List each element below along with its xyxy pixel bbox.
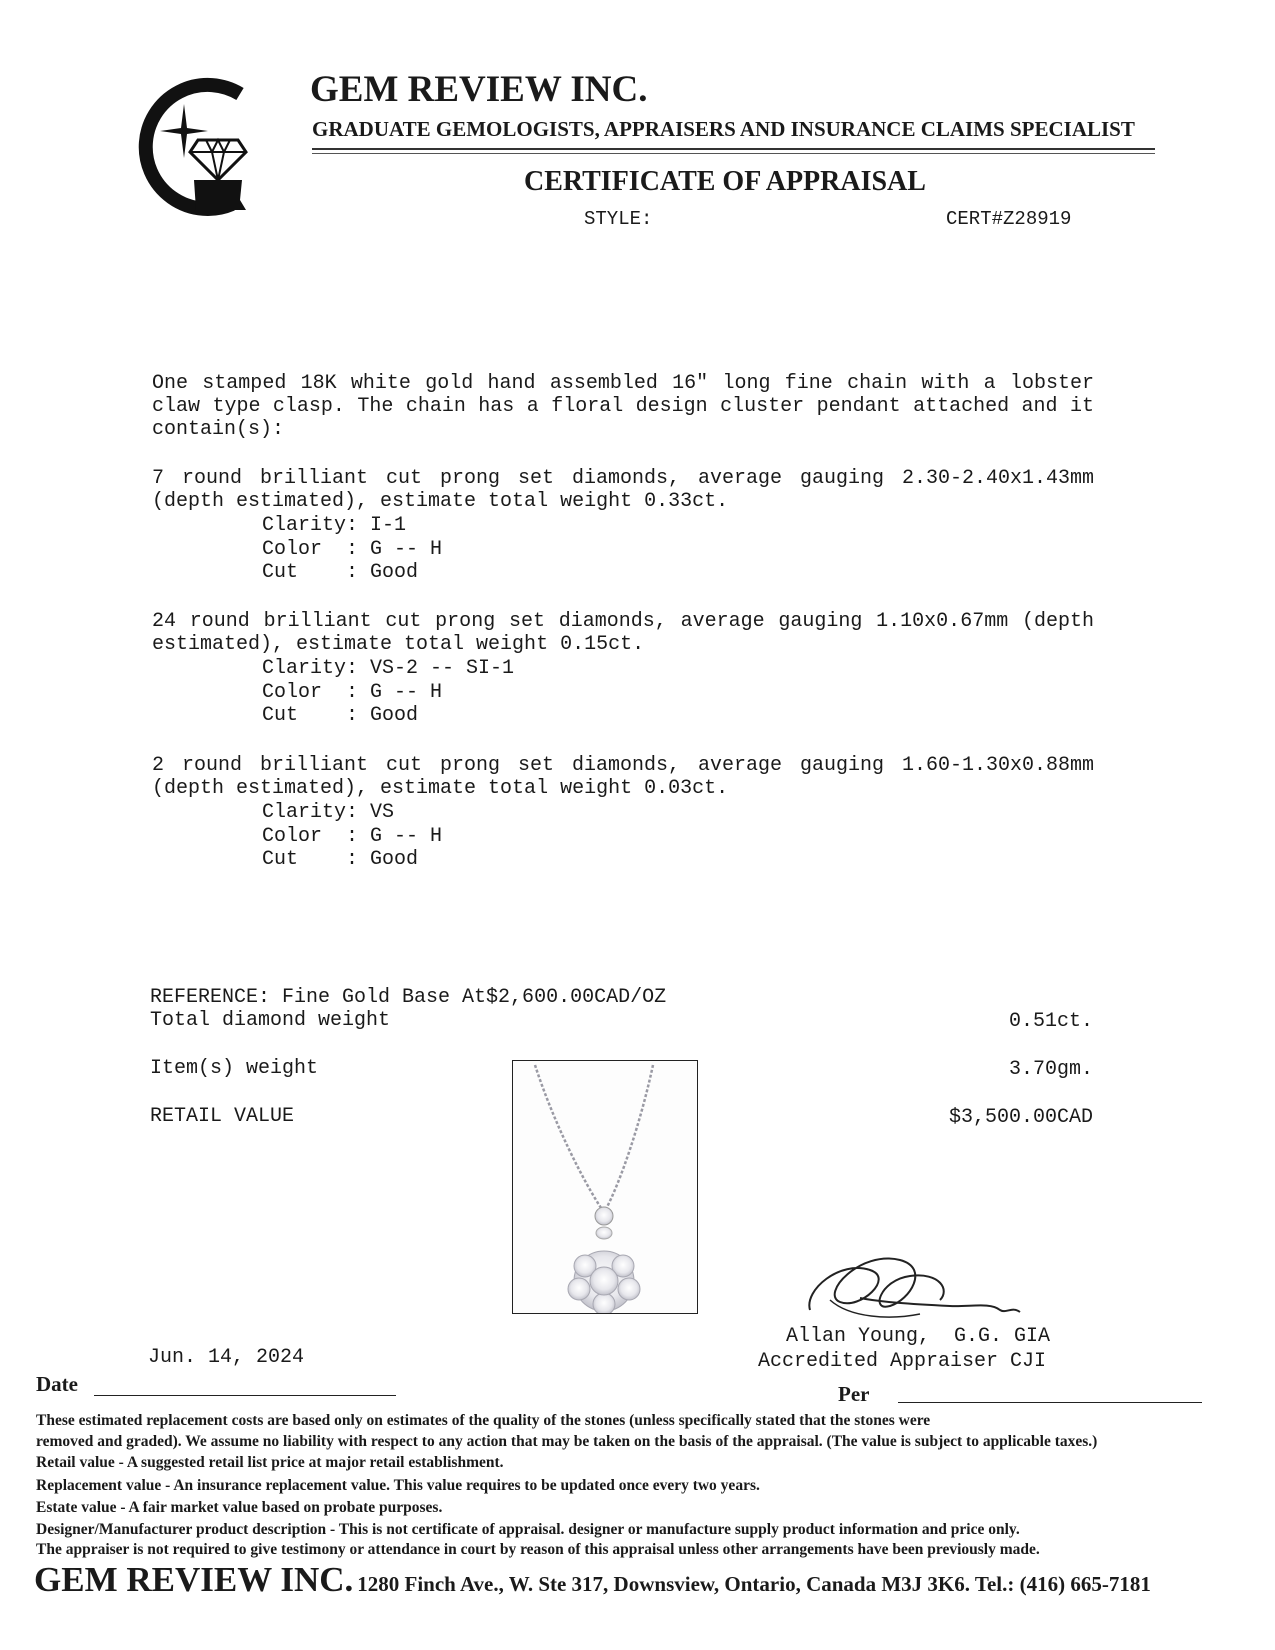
footer-company-name: GEM REVIEW INC. <box>34 1560 354 1599</box>
disclaimer-line: Replacement value - An insurance replacement value. This value requires to be updated once every two years. <box>36 1477 760 1494</box>
total-diamond-weight-label: Total diamond weight <box>150 1009 391 1032</box>
stone-cut: Cut : Good <box>262 848 419 871</box>
footer <box>34 1560 1151 1600</box>
stone-clarity: Clarity: VS-2 -- SI-1 <box>262 657 515 680</box>
gold-reference: REFERENCE: Fine Gold Base At$2,600.00CAD/OZ <box>150 986 667 1009</box>
disclaimer-line: The appraiser is not required to give testimony or attendance in court by reason of this appraisal unless other arrangements have been previously made. <box>36 1541 1040 1558</box>
disclaimer-line: Retail value - A suggested retail list price at major retail establishment. <box>36 1454 504 1471</box>
company-tagline: GRADUATE GEMOLOGISTS, APPRAISERS AND INSURANCE CLAIMS SPECIALIST <box>312 117 1135 141</box>
disclaimer-line: Estate value - A fair market value based on probate purposes. <box>36 1499 443 1516</box>
appraiser-accreditation: Accredited Appraiser CJI <box>758 1350 1047 1373</box>
footer-address: 1280 Finch Ave., W. Ste 317, Downsview, Ontario, Canada M3J 3K6. Tel.: (416) 665-7181 <box>357 1572 1151 1596</box>
stone-group-description: 24 round brilliant cut prong set diamonds, average gauging 1.10x0.67mm (depth estimated), estimate total weight 0.15ct. <box>152 610 1094 656</box>
certificate-title: CERTIFICATE OF APPRAISAL <box>524 166 926 197</box>
stone-cut: Cut : Good <box>262 704 419 727</box>
stone-group-description: 7 round brilliant cut prong set diamonds, average gauging 2.30-2.40x1.43mm (depth estimated), estimate total weight 0.33ct. <box>152 467 1094 513</box>
retail-value-label: RETAIL VALUE <box>150 1105 295 1128</box>
disclaimer-line: Designer/Manufacturer product description - This is not certificate of appraisal. designer or manufacture supply product information and price only. <box>36 1521 1020 1538</box>
date-label: Date <box>36 1372 78 1396</box>
item-description: One stamped 18K white gold hand assembled 16" long fine chain with a lobster claw type clasp. The chain has a floral design cluster pendant attached and it contain(s): <box>152 372 1094 441</box>
appraiser-signature <box>800 1240 1040 1330</box>
stone-color: Color : G -- H <box>262 538 443 561</box>
appraiser-name: Allan Young, G.G. GIA <box>786 1325 1051 1348</box>
date-signature-line <box>94 1395 396 1396</box>
disclaimer-line: removed and graded). We assume no liability with respect to any action that may be taken on the basis of the appraisal. (The value is subject to applicable taxes.) <box>36 1433 1098 1450</box>
stone-color: Color : G -- H <box>262 681 443 704</box>
per-signature-line <box>898 1402 1202 1403</box>
retail-value-amount: $3,500.00CAD <box>948 1106 1093 1129</box>
total-diamond-weight-value: 0.51ct. <box>1008 1010 1093 1033</box>
header-rule <box>312 153 1155 154</box>
appraisal-date: Jun. 14, 2024 <box>148 1346 305 1369</box>
stone-clarity: Clarity: I-1 <box>262 514 407 537</box>
item-weight-label: Item(s) weight <box>150 1057 319 1080</box>
item-weight-value: 3.70gm. <box>1008 1058 1093 1081</box>
header-rule <box>312 148 1155 150</box>
style-label: STYLE: <box>584 208 653 230</box>
disclaimer-line: These estimated replacement costs are based only on estimates of the quality of the stones (unless specifically stated that the stones were <box>36 1412 931 1429</box>
certificate-number: CERT#Z28919 <box>946 208 1072 230</box>
stone-color: Color : G -- H <box>262 825 443 848</box>
pendant-photo <box>512 1060 698 1314</box>
stone-cut: Cut : Good <box>262 561 419 584</box>
stone-clarity: Clarity: VS <box>262 801 395 824</box>
company-logo <box>122 72 257 222</box>
stone-group-description: 2 round brilliant cut prong set diamonds, average gauging 1.60-1.30x0.88mm (depth estimated), estimate total weight 0.03ct. <box>152 754 1094 800</box>
company-name: GEM REVIEW INC. <box>310 69 648 110</box>
per-label: Per <box>838 1382 870 1406</box>
